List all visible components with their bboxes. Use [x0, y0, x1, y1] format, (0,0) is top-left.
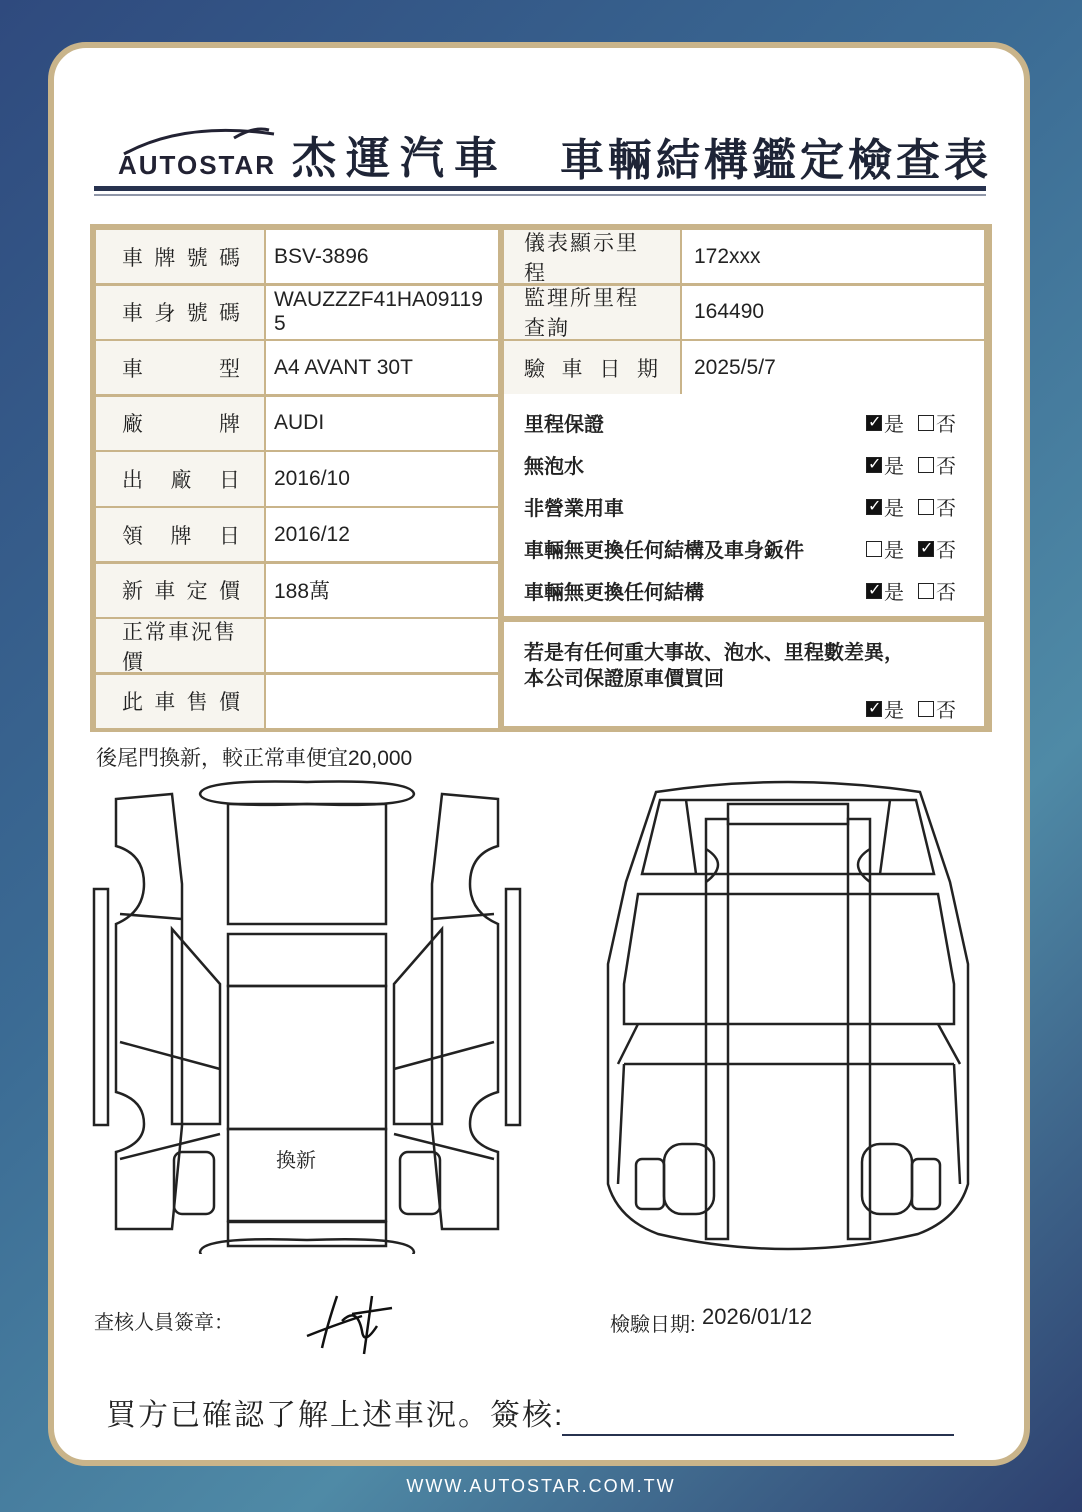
inspection-note: 後尾門換新，較正常車便宜20,000 — [96, 747, 413, 770]
field-value — [266, 619, 498, 672]
guarantee-line-2: 本公司保證原車價買回 — [524, 668, 724, 690]
logo-text: AUTOSTAR — [118, 150, 277, 180]
footer-url[interactable]: WWW.AUTOSTAR.COM.TW — [406, 1476, 676, 1496]
checklist-yes-checkbox[interactable]: ✓ 是 — [866, 576, 904, 605]
field-value: A4 AVANT 30T — [266, 341, 498, 394]
empty-box-icon — [918, 415, 934, 431]
field-label: 車 型 — [96, 341, 264, 394]
form-title: 車輛結構鑑定檢查表 — [560, 136, 992, 185]
checklist-item-label: 非營業用車 — [524, 498, 624, 520]
checked-box-icon — [866, 583, 882, 599]
field-value: 2025/5/7 — [682, 341, 984, 394]
car-top-view-diagram — [92, 774, 532, 1254]
field-label: 驗 車 日 期 — [504, 341, 680, 394]
empty-box-icon — [866, 541, 882, 557]
checked-box-icon — [866, 415, 882, 431]
checklist-item-label: 車輛無更換任何結構及車身鈑件 — [524, 540, 804, 562]
field-label: 車 身 號 碼 — [96, 286, 264, 339]
field-value: 2016/12 — [266, 508, 498, 561]
field-label: 此 車 售 價 — [96, 675, 264, 728]
field-label: 出 廠 日 — [96, 452, 264, 505]
field-label: 車 牌 號 碼 — [96, 230, 264, 283]
guarantee-no-checkbox[interactable]: 否 — [918, 694, 956, 723]
field-label: 正常車況售價 — [96, 619, 264, 672]
field-value: 172xxx — [682, 230, 984, 283]
checklist-no-checkbox[interactable]: 否 — [918, 492, 956, 521]
inspection-date-label: 檢驗日期: — [610, 1314, 696, 1336]
empty-box-icon — [918, 583, 934, 599]
checklist-yes-checkbox[interactable]: ✓ 是 — [866, 492, 904, 521]
header-rule-thin — [94, 194, 986, 196]
inspection-card — [48, 42, 1030, 1466]
replaced-mark: 換新 — [276, 1150, 316, 1172]
checked-box-icon — [866, 457, 882, 473]
field-value: 188萬 — [266, 564, 498, 617]
empty-box-icon — [918, 499, 934, 515]
inspection-date: 2026/01/12 — [702, 1304, 813, 1329]
field-label: 新 車 定 價 — [96, 564, 264, 617]
checklist-item-label: 車輛無更換任何結構 — [524, 582, 704, 604]
checklist-yes-checkbox[interactable]: ✓ 是 — [866, 450, 904, 479]
checklist-item-label: 無泡水 — [524, 456, 584, 478]
checklist-no-checkbox[interactable]: 否 — [918, 576, 956, 605]
checklist-yes-checkbox[interactable]: ✓ 是 — [866, 408, 904, 437]
checklist-yes-checkbox[interactable]: 是 — [866, 534, 904, 563]
checked-box-icon — [918, 541, 934, 557]
field-value: BSV-3896 — [266, 230, 498, 283]
field-label: 領 牌 日 — [96, 508, 264, 561]
header-rule — [94, 186, 986, 191]
car-frame-diagram — [578, 764, 998, 1274]
autostar-logo — [114, 116, 284, 180]
checked-box-icon — [866, 499, 882, 515]
empty-box-icon — [918, 457, 934, 473]
field-value: 2016/10 — [266, 452, 498, 505]
field-value — [266, 675, 498, 728]
guarantee-yes-checkbox[interactable]: ✓ 是 — [866, 694, 904, 723]
guarantee-panel — [504, 622, 984, 726]
buyer-confirm-text: 買方已確認了解上述車況。簽核: — [106, 1399, 565, 1432]
field-value: 164490 — [682, 286, 984, 339]
signature-label: 查核人員簽章： — [94, 1312, 234, 1334]
empty-box-icon — [918, 701, 934, 717]
buyer-signature-line[interactable] — [562, 1434, 954, 1436]
guarantee-line-1: 若是有任何重大事故、泡水、里程數差異， — [524, 642, 904, 664]
field-label: 儀表顯示里程 — [504, 230, 680, 283]
checklist-no-checkbox[interactable]: 否 — [918, 408, 956, 437]
field-value: AUDI — [266, 397, 498, 450]
checked-box-icon — [866, 701, 882, 717]
field-label: 監理所里程查詢 — [504, 286, 680, 339]
checklist-no-checkbox[interactable]: 否 — [918, 450, 956, 479]
checklist-no-checkbox[interactable]: ✓ 否 — [918, 534, 956, 563]
brand-name: 杰運汽車 — [292, 134, 508, 183]
field-label: 廠 牌 — [96, 397, 264, 450]
checklist-item-label: 里程保證 — [524, 414, 604, 436]
inspector-signature-mark — [302, 1286, 402, 1356]
field-value: WAUZZZF41HA09119 5 — [266, 286, 498, 339]
